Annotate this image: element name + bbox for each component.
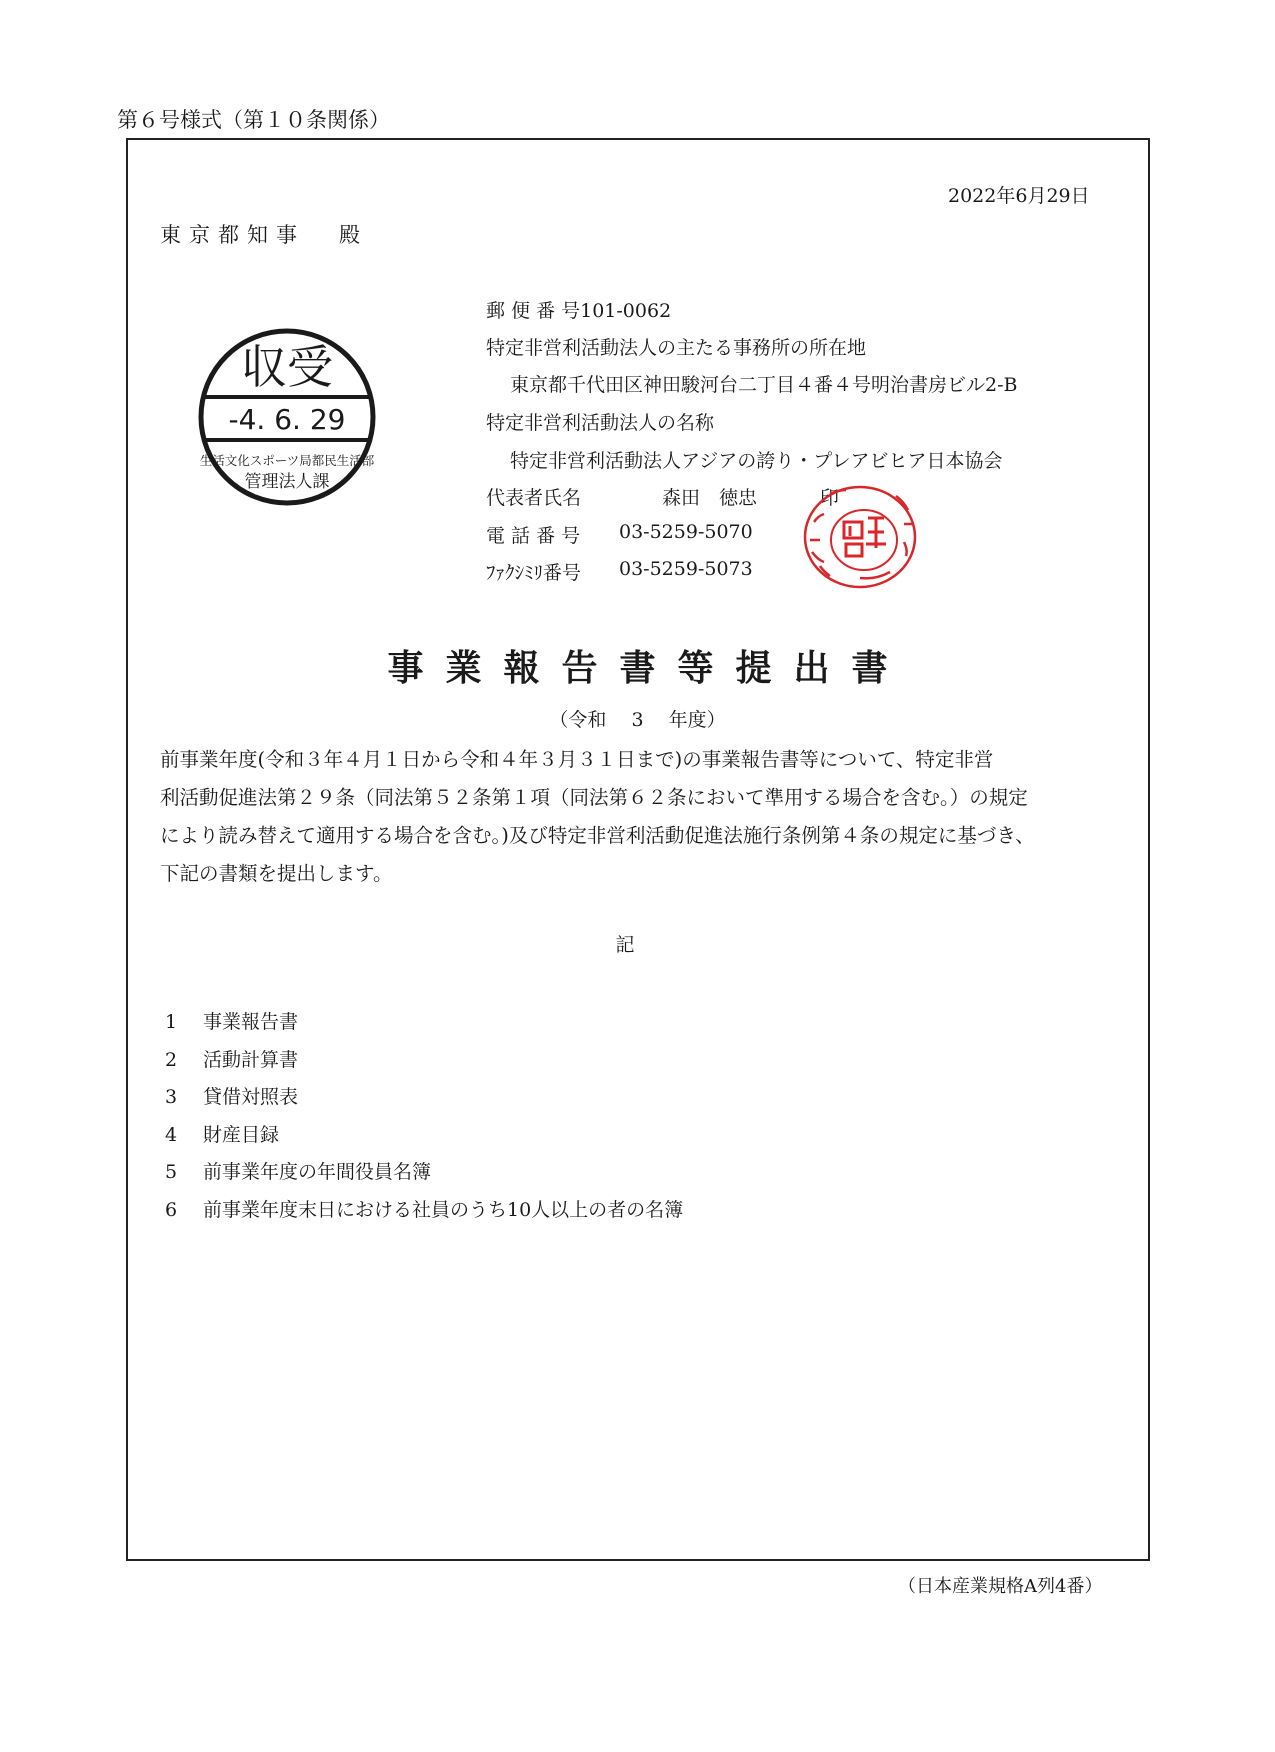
submission-date: 2022年6月29日 xyxy=(948,185,1090,207)
list-item-number: 2 xyxy=(165,1049,178,1071)
list-item-text: 財産目録 xyxy=(203,1124,280,1146)
receipt-stamp xyxy=(195,325,380,510)
org-name: 特定非営利活動法人アジアの誇り・プレアビヒア日本協会 xyxy=(510,450,1003,472)
addressee-honorific: 殿 xyxy=(339,223,368,247)
postal-code-label: 郵 便 番 号 xyxy=(486,300,581,322)
body-line: 前事業年度(令和３年４月１日から令和４年３月３１日まで)の事業報告書等について、特定非営 xyxy=(160,748,994,771)
body-paragraph xyxy=(160,741,1120,893)
document-title: 事業報告書等提出書 xyxy=(387,647,910,689)
office-address: 東京都千代田区神田駿河台二丁目４番４号明治書房ビル2-B xyxy=(510,374,1018,396)
paper-standard-note: （日本産業規格A列4番） xyxy=(898,1576,1103,1597)
org-name-label: 特定非営利活動法人の名称 xyxy=(486,412,715,434)
postal-code-row xyxy=(486,296,671,323)
list-item-number: 6 xyxy=(165,1199,178,1221)
list-item xyxy=(165,1120,279,1147)
ki-heading: 記 xyxy=(615,934,635,956)
list-item-number: 4 xyxy=(165,1124,178,1146)
corporate-seal-icon xyxy=(800,482,920,592)
list-item-text: 前事業年度末日における社員のうち10人以上の者の名簿 xyxy=(203,1199,684,1221)
body-line: により読み替えて適用する場合を含む。)及び特定非営利活動促進法施行条例第４条の規定に基づき、 xyxy=(160,824,1035,847)
list-item xyxy=(165,1045,298,1072)
postal-code-value: 101-0062 xyxy=(580,300,672,322)
list-item xyxy=(165,1157,431,1184)
receipt-stamp-section: 管理法人課 xyxy=(244,472,330,492)
receipt-stamp-dept: 生活文化スポーツ局都民生活部 xyxy=(199,453,375,468)
list-item-text: 貸借対照表 xyxy=(203,1086,299,1108)
fiscal-year: （令和 3 年度） xyxy=(549,709,726,731)
list-item xyxy=(165,1007,298,1034)
fax-value: 03-5259-5073 xyxy=(619,558,753,580)
telephone-value: 03-5259-5070 xyxy=(619,521,753,543)
office-label: 特定非営利活動法人の主たる事務所の所在地 xyxy=(486,337,867,359)
list-item-text: 活動計算書 xyxy=(203,1049,299,1071)
list-item-text: 事業報告書 xyxy=(203,1011,299,1033)
list-item-text: 前事業年度の年間役員名簿 xyxy=(203,1161,432,1183)
representative-name: 森田 徳忠 xyxy=(662,487,758,509)
list-item-number: 3 xyxy=(165,1086,178,1108)
receipt-stamp-date: -4. 6. 29 xyxy=(228,403,346,436)
list-item xyxy=(165,1082,298,1109)
body-line: 下記の書類を提出します。 xyxy=(160,862,393,885)
fax-label: ﾌｧｸｼﾐﾘ番号 xyxy=(486,562,582,584)
telephone-label: 電 話 番 号 xyxy=(486,525,581,547)
form-number-label: 第６号様式（第１０条関係） xyxy=(117,108,390,132)
list-item-number: 1 xyxy=(165,1011,178,1033)
representative-label: 代表者氏名 xyxy=(486,487,582,509)
addressee-name: 東京都知事 xyxy=(160,223,305,247)
body-line: 利活動促進法第２９条（同法第５２条第１項（同法第６２条において準用する場合を含む。）の規定 xyxy=(160,786,1028,809)
seal-mark: 印 xyxy=(820,487,840,509)
list-item xyxy=(165,1195,683,1222)
receipt-stamp-title: 収受 xyxy=(241,340,333,394)
list-item-number: 5 xyxy=(165,1161,178,1183)
addressee xyxy=(160,219,368,249)
